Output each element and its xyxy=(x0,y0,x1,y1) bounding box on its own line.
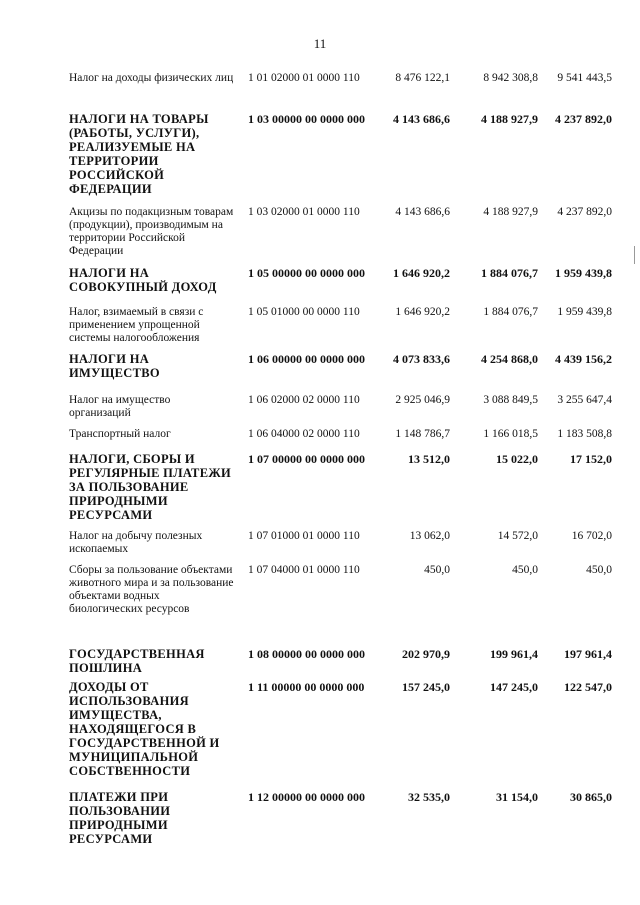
row-code: 1 05 00000 00 0000 000 xyxy=(248,266,365,280)
row-value-3: 4 237 892,0 xyxy=(557,206,612,218)
row-name: ДОХОДЫ ОТ ИСПОЛЬЗОВАНИЯ ИМУЩЕСТВА, НАХОДЯЩЕГОСЯ В ГОСУДАРСТВЕННОЙ И МУНИЦИПАЛЬНОЙ СОБСТВЕННОСТИ xyxy=(69,680,220,778)
row-value-3: 197 961,4 xyxy=(564,647,612,661)
row-name: ПЛАТЕЖИ ПРИ ПОЛЬЗОВАНИИ ПРИРОДНЫМИ РЕСУРСАМИ xyxy=(69,790,171,846)
row-value-3: 4 237 892,0 xyxy=(555,112,612,126)
row-name: НАЛОГИ НА СОВОКУПНЫЙ ДОХОД xyxy=(69,266,217,294)
row-value-3: 16 702,0 xyxy=(571,530,612,542)
row-code: 1 06 04000 02 0000 110 xyxy=(248,428,360,440)
row-value-2: 4 188 927,9 xyxy=(483,206,538,218)
row-code: 1 01 02000 01 0000 110 xyxy=(248,72,360,84)
row-name: ГОСУДАРСТВЕННАЯ ПОШЛИНА xyxy=(69,647,205,675)
row-value-2: 1 884 076,7 xyxy=(481,266,538,280)
row-code: 1 06 00000 00 0000 000 xyxy=(248,352,365,366)
row-code: 1 07 04000 01 0000 110 xyxy=(248,564,360,576)
row-value-1: 4 143 686,6 xyxy=(395,206,450,218)
row-value-3: 4 439 156,2 xyxy=(555,352,612,366)
row-value-2: 1 884 076,7 xyxy=(483,306,538,318)
row-value-1: 13 512,0 xyxy=(408,452,450,466)
row-code: 1 03 00000 00 0000 000 xyxy=(248,112,365,126)
row-code: 1 07 01000 01 0000 110 xyxy=(248,530,360,542)
row-code: 1 12 00000 00 0000 000 xyxy=(248,790,365,804)
page-number: 11 xyxy=(313,36,327,51)
row-value-3: 1 183 508,8 xyxy=(557,428,612,440)
row-name: Транспортный налог xyxy=(69,428,171,440)
row-name: Налог на добычу полезных ископаемых xyxy=(69,530,203,555)
row-value-1: 1 646 920,2 xyxy=(393,266,450,280)
row-code: 1 07 00000 00 0000 000 xyxy=(248,452,365,466)
row-code: 1 06 02000 02 0000 110 xyxy=(248,394,360,406)
row-value-1: 157 245,0 xyxy=(402,680,450,694)
row-value-2: 199 961,4 xyxy=(490,647,538,661)
row-value-1: 4 073 833,6 xyxy=(393,352,450,366)
row-value-2: 450,0 xyxy=(512,564,538,576)
row-value-2: 3 088 849,5 xyxy=(483,394,538,406)
row-name: Налог на имущество организаций xyxy=(69,394,171,419)
row-code: 1 11 00000 00 0000 000 xyxy=(248,680,365,694)
row-value-1: 1 646 920,2 xyxy=(395,306,450,318)
row-value-1: 32 535,0 xyxy=(408,790,450,804)
scan-edge-mark xyxy=(634,246,635,264)
row-value-1: 8 476 122,1 xyxy=(395,72,450,84)
row-name: НАЛОГИ, СБОРЫ И РЕГУЛЯРНЫЕ ПЛАТЕЖИ ЗА ПОЛЬЗОВАНИЕ ПРИРОДНЫМИ РЕСУРСАМИ xyxy=(69,452,232,522)
row-value-1: 4 143 686,6 xyxy=(393,112,450,126)
row-value-2: 147 245,0 xyxy=(490,680,538,694)
row-name: НАЛОГИ НА ИМУЩЕСТВО xyxy=(69,352,160,380)
row-code: 1 08 00000 00 0000 000 xyxy=(248,647,365,661)
row-value-3: 9 541 443,5 xyxy=(557,72,612,84)
row-value-2: 15 022,0 xyxy=(496,452,538,466)
row-value-1: 202 970,9 xyxy=(402,647,450,661)
row-value-3: 30 865,0 xyxy=(570,790,612,804)
row-name: Налог, взимаемый в связи с применением упрощенной системы налогообложения xyxy=(69,306,204,344)
row-value-3: 450,0 xyxy=(586,564,612,576)
row-value-3: 1 959 439,8 xyxy=(557,306,612,318)
row-value-2: 14 572,0 xyxy=(497,530,538,542)
row-value-2: 31 154,0 xyxy=(496,790,538,804)
row-value-3: 3 255 647,4 xyxy=(557,394,612,406)
row-name: Сборы за пользование объектами животного мира и за пользование объектами водных биологических ресурсов xyxy=(69,564,234,615)
row-value-1: 1 148 786,7 xyxy=(395,428,450,440)
row-value-1: 13 062,0 xyxy=(409,530,450,542)
row-value-2: 8 942 308,8 xyxy=(483,72,538,84)
row-value-1: 450,0 xyxy=(424,564,450,576)
row-value-2: 4 254 868,0 xyxy=(481,352,538,366)
row-value-2: 4 188 927,9 xyxy=(481,112,538,126)
row-code: 1 05 01000 00 0000 110 xyxy=(248,306,360,318)
row-name: Акцизы по подакцизным товарам (продукции), производимым на территории Российской Федерации xyxy=(69,206,234,257)
row-value-3: 122 547,0 xyxy=(564,680,612,694)
row-value-3: 1 959 439,8 xyxy=(555,266,612,280)
row-name: НАЛОГИ НА ТОВАРЫ (РАБОТЫ, УСЛУГИ), РЕАЛИЗУЕМЫЕ НА ТЕРРИТОРИИ РОССИЙСКОЙ ФЕДЕРАЦИИ xyxy=(69,112,209,196)
row-value-1: 2 925 046,9 xyxy=(395,394,450,406)
row-value-3: 17 152,0 xyxy=(570,452,612,466)
row-value-2: 1 166 018,5 xyxy=(483,428,538,440)
row-name: Налог на доходы физических лиц xyxy=(69,72,234,84)
row-code: 1 03 02000 01 0000 110 xyxy=(248,206,360,218)
